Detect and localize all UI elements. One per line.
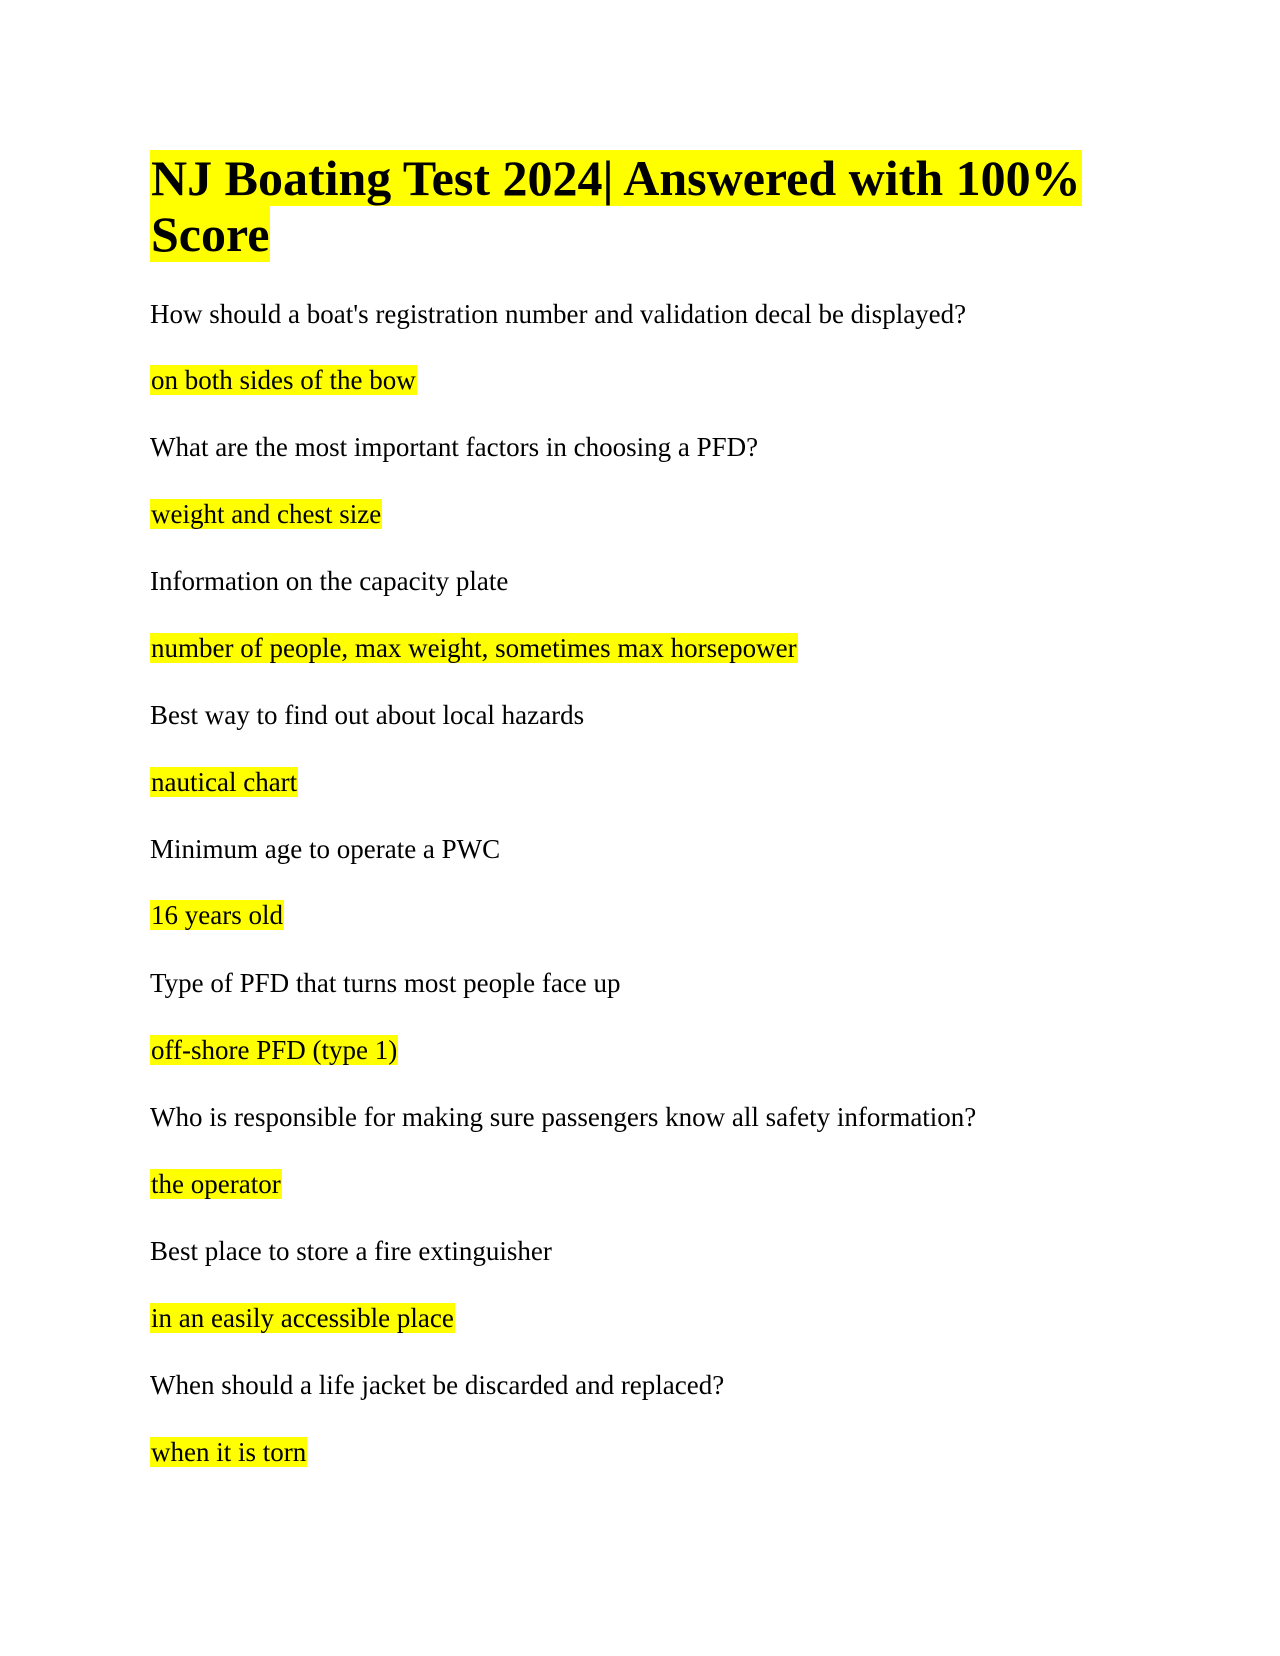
answer-highlight: 16 years old [151,900,283,930]
title-highlight: NJ Boating Test 2024| Answered with 100% Score [151,150,1081,262]
question-3: Information on the capacity plate [150,566,509,596]
question-2: What are the most important factors in choosing a PFD? [150,432,759,462]
answer-highlight: weight and chest size [151,499,382,529]
question-1: How should a boat's registration number and validation decal be displayed? [150,299,967,329]
question-9: When should a life jacket be discarded and replaced? [150,1370,725,1400]
answer-5 [150,898,284,932]
answer-2 [150,497,382,531]
question-7: Who is responsible for making sure passengers know all safety information? [150,1102,977,1132]
answer-highlight: in an easily accessible place [151,1303,454,1333]
question-8: Best place to store a fire extinguisher [150,1236,552,1266]
question-4: Best way to find out about local hazards [150,700,585,730]
answer-highlight: when it is torn [151,1437,307,1467]
document-title [150,150,1150,262]
answer-highlight: on both sides of the bow [151,365,416,395]
question-5: Minimum age to operate a PWC [150,834,501,864]
answer-highlight: number of people, max weight, sometimes max horsepower [151,633,797,663]
answer-7 [150,1167,282,1201]
answer-highlight: off-shore PFD (type 1) [151,1035,398,1065]
answer-highlight: nautical chart [151,767,298,797]
answer-highlight: the operator [151,1169,281,1199]
answer-9 [150,1435,307,1469]
answer-1 [150,363,417,397]
answer-3 [150,631,798,665]
answer-4 [150,765,298,799]
question-6: Type of PFD that turns most people face up [150,968,621,998]
answer-6 [150,1033,398,1067]
answer-8 [150,1301,455,1335]
